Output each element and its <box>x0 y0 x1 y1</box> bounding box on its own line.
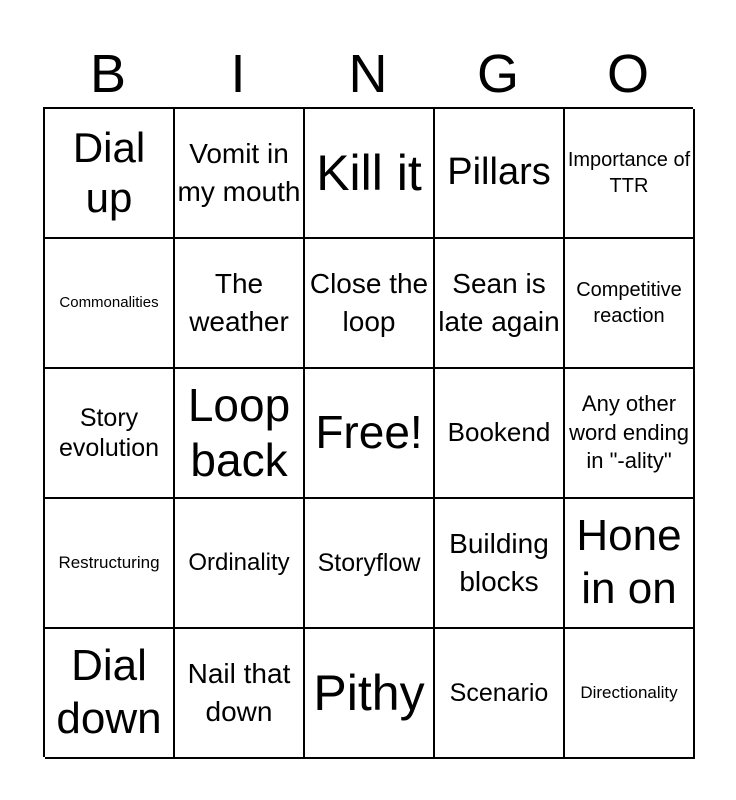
bingo-cell free-space[interactable]: Free! <box>305 369 435 499</box>
bingo-cell[interactable]: Pillars <box>435 109 565 239</box>
bingo-cell[interactable]: Competitive reaction <box>565 239 695 369</box>
bingo-cell[interactable]: Pithy <box>305 629 435 759</box>
bingo-header <box>43 40 693 108</box>
bingo-cell[interactable]: Vomit in my mouth <box>175 109 305 239</box>
bingo-cell[interactable]: Any other word ending in "-ality" <box>565 369 695 499</box>
bingo-cell[interactable]: Sean is late again <box>435 239 565 369</box>
bingo-cell[interactable]: Loop back <box>175 369 305 499</box>
bingo-cell[interactable]: Dial down <box>45 629 175 759</box>
bingo-cell[interactable]: Close the loop <box>305 239 435 369</box>
bingo-cell[interactable]: Nail that down <box>175 629 305 759</box>
header-letter-o: O <box>606 44 649 104</box>
bingo-cell[interactable]: Storyflow <box>305 499 435 629</box>
bingo-cell[interactable]: Bookend <box>435 369 565 499</box>
bingo-cell[interactable]: Directionality <box>565 629 695 759</box>
bingo-cell[interactable]: Ordinality <box>175 499 305 629</box>
bingo-cell[interactable]: The weather <box>175 239 305 369</box>
header-letter-b: B <box>89 44 127 104</box>
bingo-cell[interactable]: Building blocks <box>435 499 565 629</box>
bingo-cell[interactable]: Restructuring <box>45 499 175 629</box>
bingo-cell[interactable]: Commonalities <box>45 239 175 369</box>
bingo-cell[interactable]: Dial up <box>45 109 175 239</box>
bingo-cell[interactable]: Importance of TTR <box>565 109 695 239</box>
bingo-cell[interactable]: Story evolution <box>45 369 175 499</box>
bingo-card-grid <box>43 107 693 757</box>
header-letter-g: G <box>476 44 519 104</box>
header-letter-n: N <box>348 44 388 104</box>
header-letter-i: I <box>230 44 246 104</box>
bingo-cell[interactable]: Scenario <box>435 629 565 759</box>
bingo-cell[interactable]: Kill it <box>305 109 435 239</box>
bingo-cell[interactable]: Hone in on <box>565 499 695 629</box>
